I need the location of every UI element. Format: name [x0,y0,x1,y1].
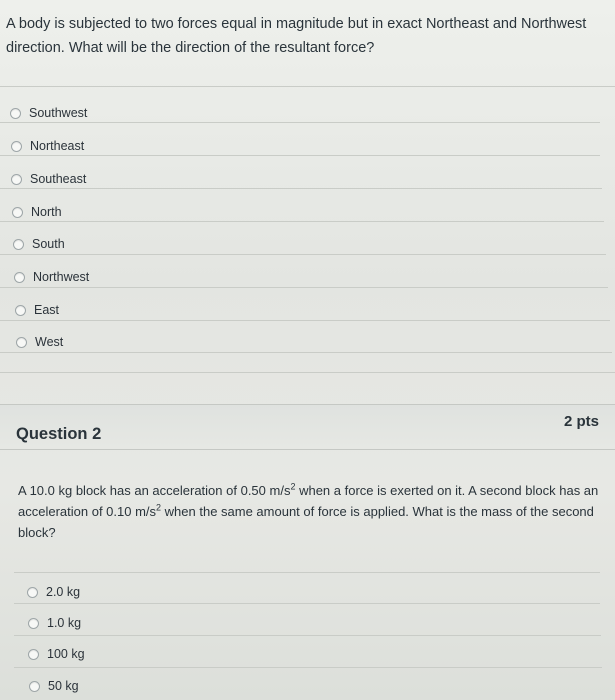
answer-label: North [31,205,62,219]
question-1-text: A body is subjected to two forces equal in magnitude but in exact Northeast and Northwest direction. What will be the direction of the resultant force? [6,16,587,56]
answer-option[interactable] [15,300,59,320]
answer-label: Northeast [30,139,85,153]
divider [0,86,615,87]
answer-label: 2.0 kg [46,585,81,599]
radio-button[interactable] [11,141,22,152]
answer-label: 1.0 kg [47,616,82,630]
divider [0,372,615,373]
radio-button[interactable] [10,108,21,119]
divider [14,635,601,636]
question-text-segment: A 10.0 kg block has an acceleration of 0.50 m/s [18,483,291,498]
answer-option[interactable] [12,202,62,222]
divider [14,603,600,604]
divider [14,572,600,573]
answer-option[interactable] [28,613,81,633]
question-2-header [0,404,615,450]
question-2-text [18,480,603,543]
answer-option[interactable] [16,332,63,352]
answer-label: Southwest [29,106,88,120]
answer-label: 50 kg [48,679,79,693]
answer-label: Southeast [30,172,87,186]
radio-button[interactable] [16,337,27,348]
answer-option[interactable] [14,267,89,287]
radio-button[interactable] [28,618,39,629]
divider [0,352,612,353]
answer-option[interactable] [11,136,84,156]
divider [14,667,602,668]
answer-option[interactable] [11,169,86,189]
radio-button[interactable] [15,305,26,316]
answer-label: South [32,237,65,251]
answer-option[interactable] [29,676,79,696]
answer-label: East [34,303,60,317]
answer-label: West [35,335,64,349]
answer-option[interactable] [27,582,80,602]
radio-button[interactable] [29,681,40,692]
superscript: 2 [156,502,162,513]
divider [0,254,606,255]
radio-button[interactable] [13,239,24,250]
divider [0,221,604,222]
question-text-segment: when a force is exerted on it. A second block has an acceleration of 0.10 m/s [18,483,599,519]
radio-button[interactable] [11,174,22,185]
answer-option[interactable] [10,103,87,123]
divider [0,320,610,321]
answer-option[interactable] [13,234,65,254]
divider [0,155,600,156]
radio-button[interactable] [14,272,25,283]
radio-button[interactable] [27,587,38,598]
divider [0,122,600,123]
radio-button[interactable] [28,649,39,660]
question-title: Question 2 [16,425,102,443]
answer-label: Northwest [33,270,90,284]
answer-option[interactable] [28,644,85,664]
radio-button[interactable] [12,207,23,218]
divider [0,287,608,288]
superscript: 2 [290,481,296,492]
question-points: 2 pts [563,413,599,430]
answer-label: 100 kg [47,647,85,661]
question-text-segment: when the same amount of force is applied. What is the mass of the second block? [18,504,594,540]
divider [0,188,602,189]
